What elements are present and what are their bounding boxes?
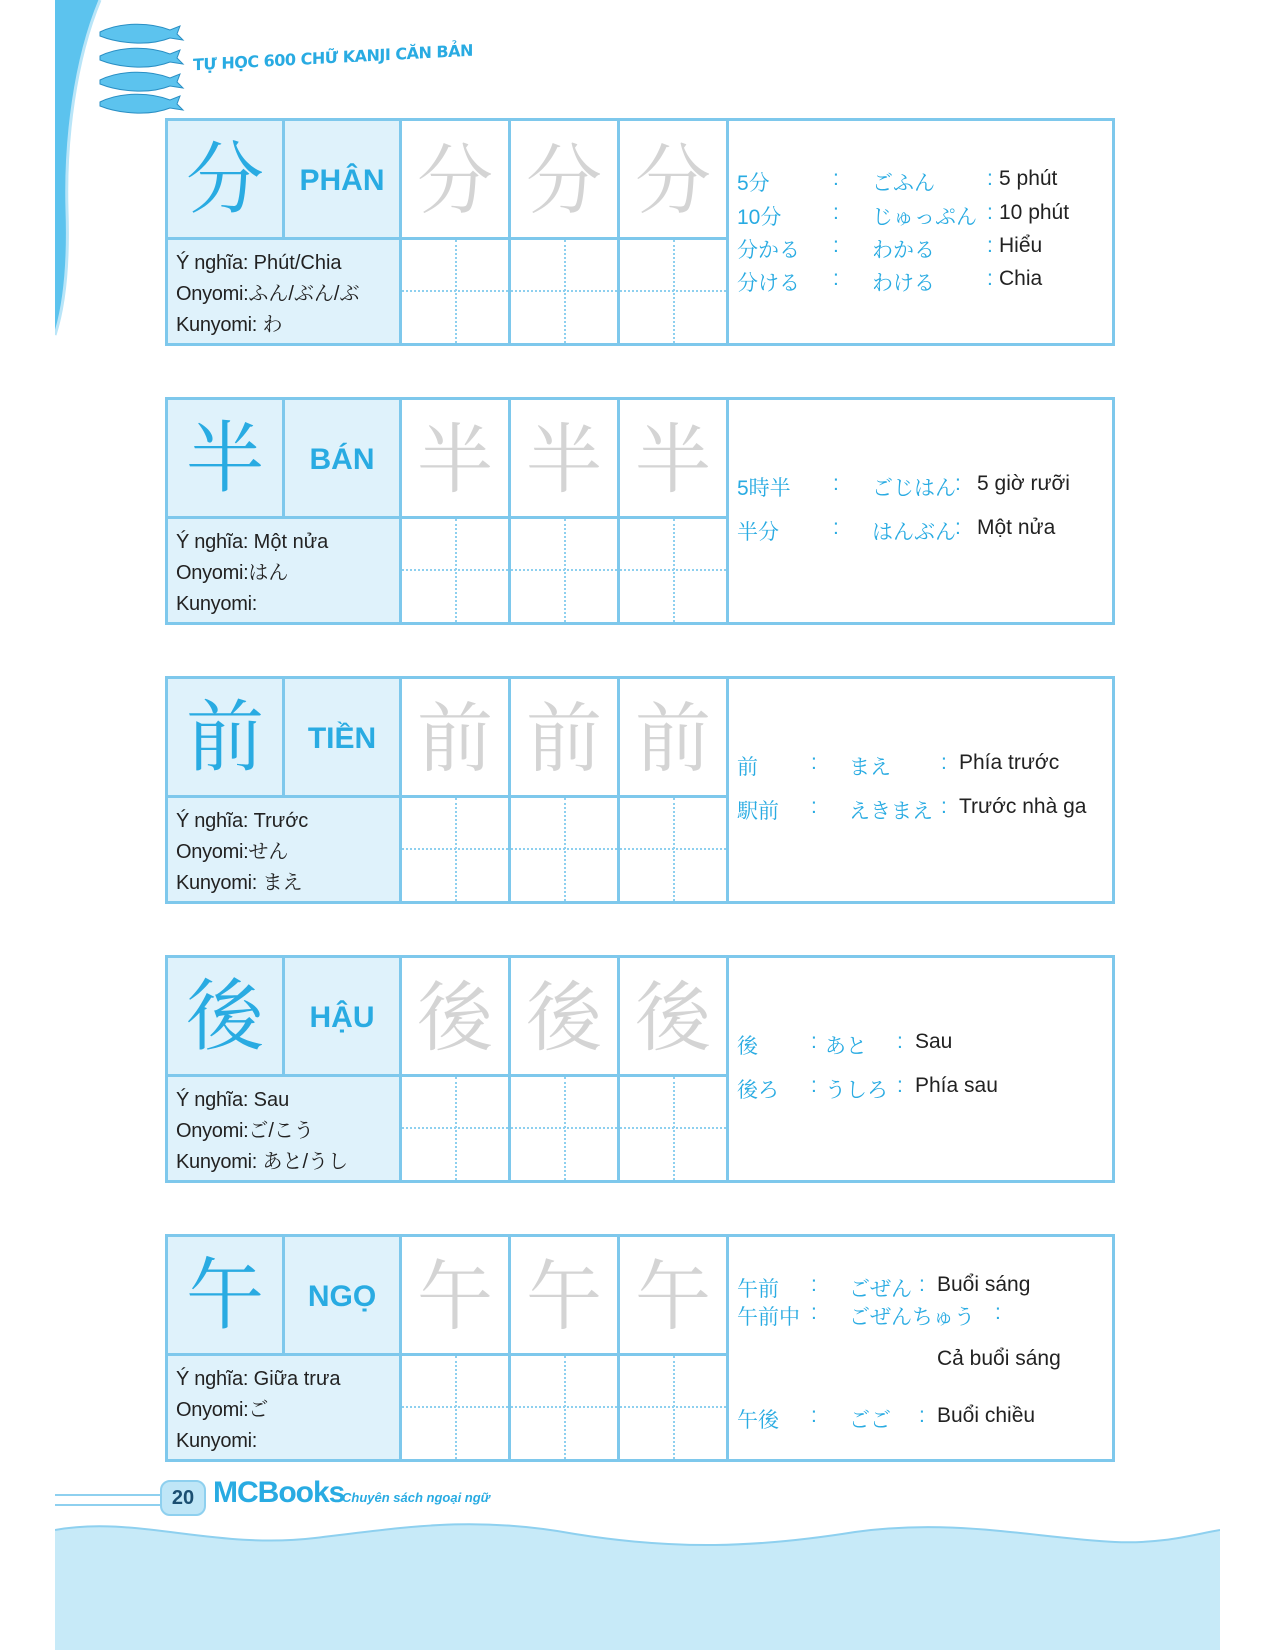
vocab-separator: : <box>811 1030 817 1053</box>
trace-kanji: 午 <box>511 1237 620 1356</box>
vocab-word: 半分 <box>737 521 779 544</box>
trace-kanji: 分 <box>620 121 729 240</box>
vocab-meaning: 5 phút <box>999 167 1058 190</box>
vocab-meaning: Một nửa <box>977 516 1056 539</box>
onyomi-value: せん <box>248 841 289 863</box>
practice-grid[interactable] <box>620 240 729 343</box>
onyomi-label: Onyomi: <box>176 562 249 584</box>
vocab-reading: ごぜんちゅう <box>849 1306 975 1329</box>
practice-grid[interactable] <box>402 1356 511 1459</box>
vocab-meaning: Phía trước <box>959 751 1060 774</box>
vocab-separator: : <box>811 795 817 818</box>
vocab-meaning: Phía sau <box>915 1074 998 1097</box>
brand-slogan: Chuyên sách ngoại ngữ <box>342 1490 490 1505</box>
meaning-label: Ý nghĩa: <box>176 531 249 553</box>
trace-kanji: 後 <box>620 958 729 1077</box>
trace-kanji: 分 <box>511 121 620 240</box>
practice-grid[interactable] <box>402 1077 511 1180</box>
kanji-card <box>165 676 1115 904</box>
kanji-character: 分 <box>168 121 285 240</box>
vocab-separator: : <box>995 1301 1001 1324</box>
trace-kanji: 午 <box>402 1237 511 1356</box>
vocab-separator: : <box>833 167 839 190</box>
kunyomi-label: Kunyomi: <box>176 872 257 894</box>
han-viet-reading: HẬU <box>285 958 402 1077</box>
vocabulary-list <box>729 121 1112 343</box>
kunyomi-value: あと/うし <box>262 1151 349 1173</box>
vocab-reading: えきまえ <box>849 800 933 823</box>
vocab-meaning: Chia <box>999 267 1043 290</box>
page-number: 20 <box>160 1480 206 1516</box>
vocab-meaning: Buổi sáng <box>937 1273 1031 1296</box>
trace-kanji: 午 <box>620 1237 729 1356</box>
onyomi-label: Onyomi: <box>176 1399 249 1421</box>
vocab-reading: ごぜん <box>849 1278 912 1301</box>
practice-grid[interactable] <box>511 798 620 901</box>
vocab-word: 前 <box>737 756 758 779</box>
vocab-separator: : <box>833 267 839 290</box>
vocab-reading: わける <box>872 272 935 295</box>
vocab-reading: ごご <box>849 1409 891 1432</box>
vocab-reading: うしろ <box>825 1079 888 1102</box>
meaning-label: Ý nghĩa: <box>176 252 249 274</box>
vocab-reading: まえ <box>849 756 891 779</box>
vocab-reading: わかる <box>872 239 935 262</box>
vocab-word: 午前中 <box>737 1306 800 1329</box>
han-viet-reading: TIỀN <box>285 679 402 798</box>
vocab-word: 分ける <box>737 272 800 295</box>
practice-grid[interactable] <box>402 798 511 901</box>
vocab-meaning: Trước nhà ga <box>959 795 1087 818</box>
vocab-separator: : <box>955 516 961 539</box>
kanji-card <box>165 955 1115 1183</box>
trace-kanji: 分 <box>402 121 511 240</box>
vocab-separator: : <box>833 234 839 257</box>
vocab-separator: : <box>811 1404 817 1427</box>
onyomi-label: Onyomi: <box>176 1120 249 1142</box>
vocab-reading: ごじはん <box>872 477 956 500</box>
vocab-separator: : <box>811 1301 817 1324</box>
trace-kanji: 半 <box>402 400 511 519</box>
trace-kanji: 前 <box>511 679 620 798</box>
kanji-info <box>168 1356 402 1459</box>
vocabulary-list <box>729 679 1112 901</box>
footer-rule <box>55 1494 165 1506</box>
onyomi-value: ふん/ぶん/ぶ <box>248 283 360 305</box>
kanji-info <box>168 240 402 343</box>
vocab-word: 午後 <box>737 1409 779 1432</box>
vocab-separator: : <box>941 751 947 774</box>
meaning-value: Một nửa <box>253 531 329 553</box>
vocab-word: 駅前 <box>737 800 779 823</box>
vocab-reading: じゅっぷん <box>872 206 977 229</box>
vocab-word: 10分 <box>737 206 782 229</box>
vocab-separator: : <box>941 795 947 818</box>
kanji-info <box>168 1077 402 1180</box>
vocab-word: 後 <box>737 1035 758 1058</box>
bottom-wave-decoration <box>55 1520 1220 1650</box>
vocab-meaning: Sau <box>915 1030 953 1053</box>
onyomi-value: ご <box>248 1399 269 1421</box>
vocab-separator: : <box>955 472 961 495</box>
kunyomi-label: Kunyomi: <box>176 1430 257 1452</box>
vocab-word: 5分 <box>737 172 770 195</box>
practice-grid[interactable] <box>402 240 511 343</box>
kanji-card <box>165 118 1115 346</box>
vocab-word: 後ろ <box>737 1079 779 1102</box>
vocab-separator: : <box>833 201 839 224</box>
vocab-separator: : <box>987 167 993 190</box>
meaning-label: Ý nghĩa: <box>176 1089 249 1111</box>
trace-kanji: 前 <box>620 679 729 798</box>
practice-grid[interactable] <box>511 1356 620 1459</box>
han-viet-reading: NGỌ <box>285 1237 402 1356</box>
practice-grid[interactable] <box>402 519 511 622</box>
vocab-word: 分かる <box>737 239 800 262</box>
vocab-separator: : <box>987 267 993 290</box>
trace-kanji: 半 <box>620 400 729 519</box>
onyomi-label: Onyomi: <box>176 283 249 305</box>
meaning-label: Ý nghĩa: <box>176 810 249 832</box>
meaning-value: Trước <box>253 810 309 832</box>
vocab-separator: : <box>897 1074 903 1097</box>
vocab-meaning: Buổi chiều <box>937 1404 1036 1427</box>
practice-grid[interactable] <box>511 519 620 622</box>
practice-grid[interactable] <box>620 798 729 901</box>
vocab-meaning: 5 giờ rưỡi <box>977 472 1070 495</box>
vocab-word: 5時半 <box>737 477 791 500</box>
meaning-value: Phút/Chia <box>253 252 342 274</box>
vocab-separator: : <box>919 1273 925 1296</box>
vocab-reading: はんぶん <box>872 521 956 544</box>
kanji-card <box>165 397 1115 625</box>
vocab-reading: あと <box>825 1035 867 1058</box>
kanji-character: 午 <box>168 1237 285 1356</box>
meaning-value: Sau <box>253 1089 290 1111</box>
vocab-meaning: Hiểu <box>999 234 1043 257</box>
han-viet-reading: PHÂN <box>285 121 402 240</box>
onyomi-label: Onyomi: <box>176 841 249 863</box>
vocab-separator: : <box>811 1074 817 1097</box>
onyomi-value: はん <box>248 562 289 584</box>
kanji-card <box>165 1234 1115 1462</box>
trace-kanji: 前 <box>402 679 511 798</box>
trace-kanji: 後 <box>511 958 620 1077</box>
practice-grid[interactable] <box>511 1077 620 1180</box>
onyomi-value: ご/こう <box>248 1120 314 1142</box>
vocab-separator: : <box>833 516 839 539</box>
kanji-character: 半 <box>168 400 285 519</box>
vocab-meaning: 10 phút <box>999 201 1070 224</box>
trace-kanji: 後 <box>402 958 511 1077</box>
meaning-value: Giữa trưa <box>253 1368 341 1390</box>
brand-logo: MCBooks <box>213 1476 345 1509</box>
vocab-separator: : <box>897 1030 903 1053</box>
kunyomi-value: まえ <box>262 872 303 894</box>
practice-grid[interactable] <box>511 240 620 343</box>
vocab-separator: : <box>833 472 839 495</box>
vocab-separator: : <box>987 201 993 224</box>
practice-grid[interactable] <box>620 1356 729 1459</box>
vocab-word: 午前 <box>737 1278 779 1301</box>
practice-grid[interactable] <box>620 1077 729 1180</box>
han-viet-reading: BÁN <box>285 400 402 519</box>
vocab-separator: : <box>811 751 817 774</box>
practice-grid[interactable] <box>620 519 729 622</box>
kunyomi-label: Kunyomi: <box>176 314 257 336</box>
vocabulary-list <box>729 958 1112 1180</box>
vocabulary-list <box>729 400 1112 622</box>
vocab-separator: : <box>811 1273 817 1296</box>
kanji-info <box>168 798 402 901</box>
meaning-label: Ý nghĩa: <box>176 1368 249 1390</box>
kunyomi-label: Kunyomi: <box>176 1151 257 1173</box>
koinobori-fish-icon <box>95 20 195 120</box>
vocab-separator: : <box>919 1404 925 1427</box>
vocab-separator: : <box>987 234 993 257</box>
kunyomi-label: Kunyomi: <box>176 593 257 615</box>
kanji-info <box>168 519 402 622</box>
book-title: TỰ HỌC 600 CHỮ KANJI CĂN BẢN <box>193 40 473 75</box>
vocab-meaning: Cả buổi sáng <box>937 1347 1061 1370</box>
trace-kanji: 半 <box>511 400 620 519</box>
vocab-reading: ごふん <box>872 172 935 195</box>
kanji-character: 前 <box>168 679 285 798</box>
vocabulary-list <box>729 1237 1112 1459</box>
kanji-character: 後 <box>168 958 285 1077</box>
kunyomi-value: わ <box>262 314 283 336</box>
